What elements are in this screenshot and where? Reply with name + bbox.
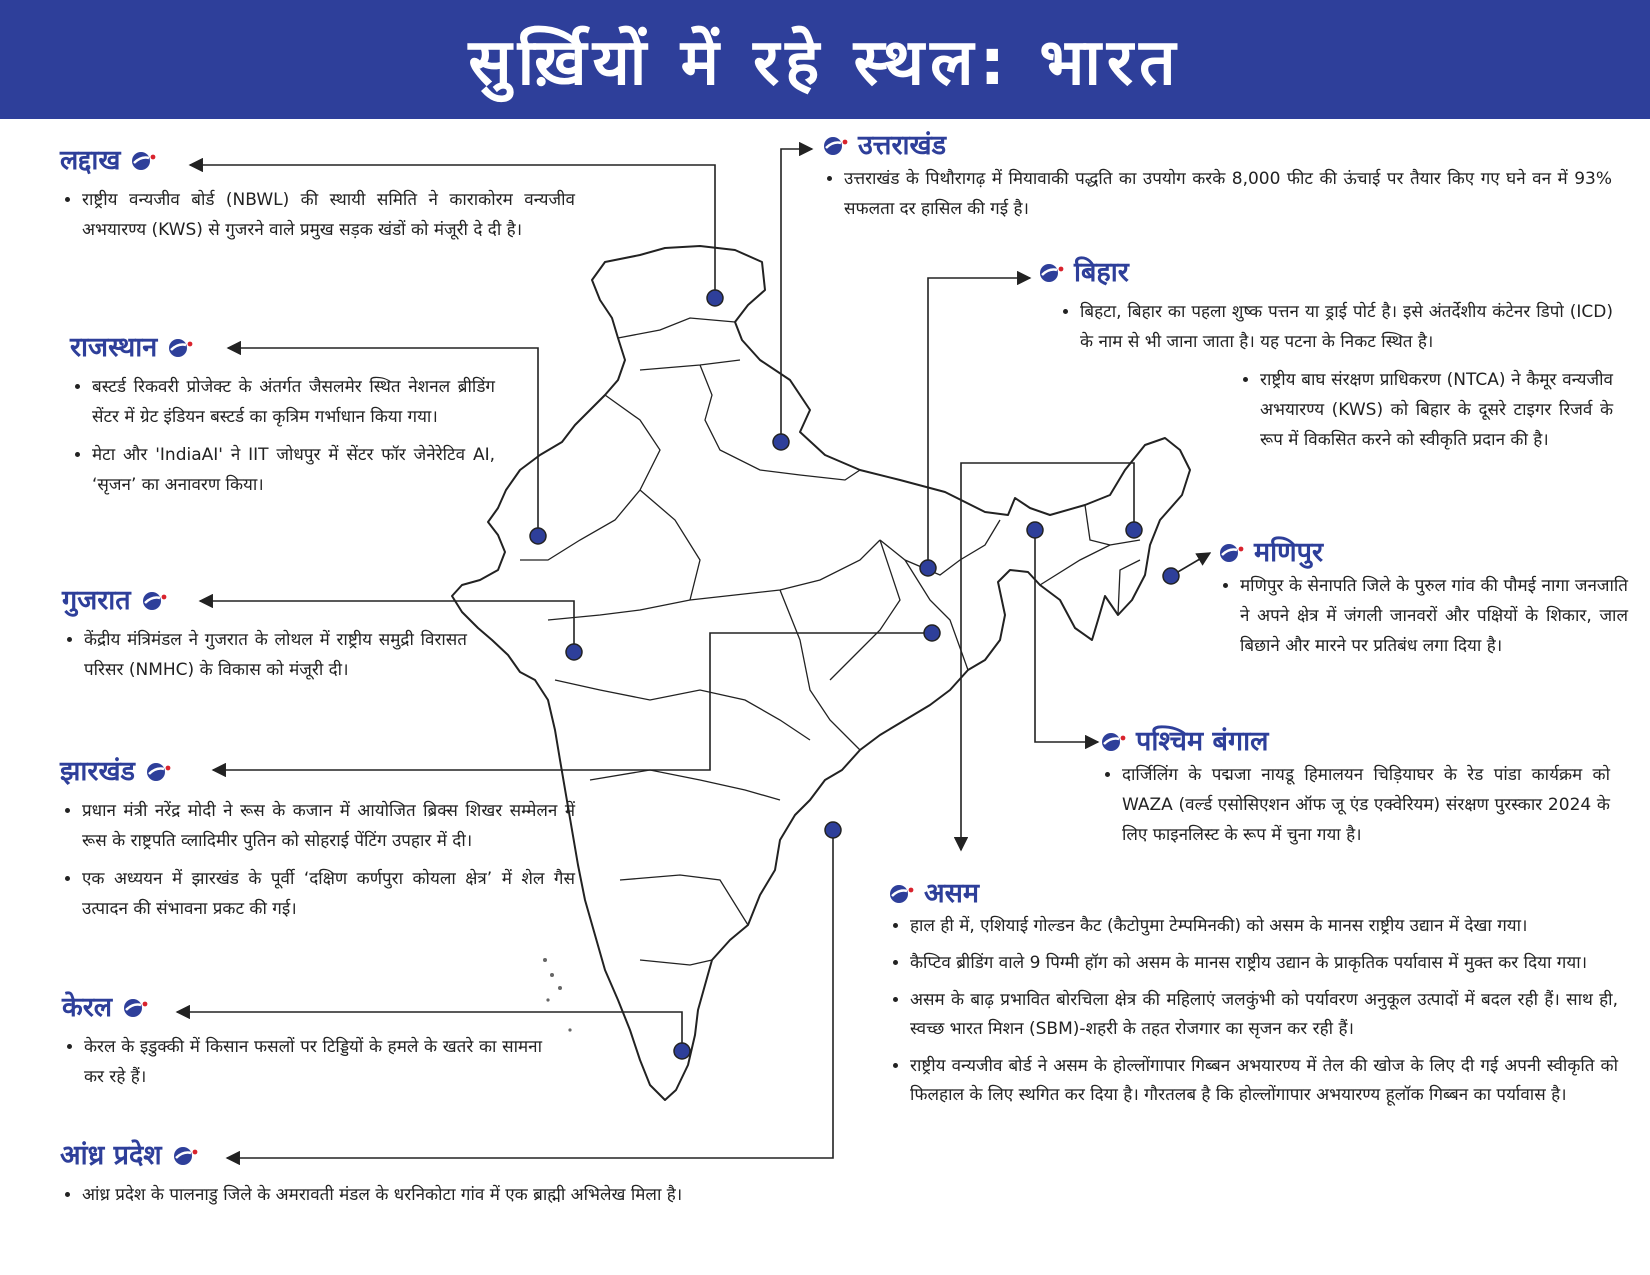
manipur-name: मणिपुर [1254,537,1324,568]
kerala-list [62,1032,542,1092]
ladakh-list [60,185,575,245]
jharkhand-item-1: • प्रधान मंत्री नरेंद्र मोदी ने रूस के कजान में आयोजित ब्रिक्स शिखर सम्मेलन में रूस के राष्ट्रपति व्लादिमीर पुतिन को सोहराई पेंटिंग उपहार में दी। [82,796,575,856]
manipur-title [1218,535,1628,571]
assam-list [888,912,1618,1110]
kerala-name: केरल [62,992,113,1023]
gujarat-title [62,583,467,619]
bihar-name: बिहार [1074,257,1129,288]
uttarakhand-list [822,164,1612,224]
rajasthan-list [70,372,495,500]
drishti-logo-icon [822,135,848,157]
marker-ladakh[interactable] [707,290,723,306]
jharkhand-title [60,754,575,790]
marker-gujarat[interactable] [566,644,582,660]
assam-item-2: • कैप्टिव ब्रीडिंग वाले 9 पिग्मी हॉग को असम के मानस राष्ट्रीय उद्यान के प्राकृतिक पर्यावास में मुक्त कर दिया गया। [910,949,1618,978]
andhra-block [60,1138,710,1218]
marker-manipur[interactable] [1163,568,1179,584]
drishti-logo-icon [1218,542,1244,564]
marker-kerala[interactable] [674,1043,690,1059]
andhra-item-1: • आंध्र प्रदेश के पालनाडु जिले के अमरावती मंडल के धरनिकोटा गांव में एक ब्राह्मी अभिलेख मिला है। [82,1180,710,1210]
andhra-list [60,1180,710,1210]
westbengal-title [1100,724,1610,760]
jharkhand-block [60,754,575,932]
bihar-title [1038,255,1613,291]
assam-item-3: • असम के बाढ़ प्रभावित बोरचिला क्षेत्र की महिलाएं जलकुंभी को पर्यावरण अनुकूल उत्पादों में बदल रही हैं। साथ ही, स्वच्छ भारत मिशन (SBM)-शहरी के तहत रोजगार का सृजन कर रही हैं। [910,986,1618,1044]
jharkhand-item-2: • एक अध्ययन में झारखंड के पूर्वी ‘दक्षिण कर्णपुरा कोयला क्षेत्र’ में शेल गैस उत्पादन की संभावना प्रकट की गई। [82,864,575,924]
gujarat-item-1: • केंद्रीय मंत्रिमंडल ने गुजरात के लोथल में राष्ट्रीय समुद्री विरासत परिसर (NMHC) के विकास को मंजूरी दी। [84,625,467,685]
uttarakhand-item-1: • उत्तराखंड के पिथौरागढ़ में मियावाकी पद्धति का उपयोग करके 8,000 फीट की ऊंचाई पर तैयार किए गए घने वन में 93% सफलता दर हासिल की गई है। [844,164,1612,224]
gujarat-name: गुजरात [62,585,131,616]
kerala-title [62,990,542,1026]
manipur-list [1218,571,1628,661]
ladakh-item-1: • राष्ट्रीय वन्यजीव बोर्ड (NBWL) की स्थायी समिति ने काराकोरम वन्यजीव अभयारण्य (KWS) से गुजरने वाले प्रमुख सड़क खंडों को मंजूरी दे दी है। [82,185,575,245]
marker-assam[interactable] [1126,522,1142,538]
gujarat-block [62,583,467,693]
rajasthan-item-2: • मेटा और 'IndiaAI' ने IIT जोधपुर में सेंटर फॉर जेनेरेटिव AI, ‘सृजन’ का अनावरण किया। [92,440,495,500]
drishti-logo-icon [1100,731,1126,753]
drishti-logo-icon [1038,262,1064,284]
bihar-item-1: • बिहटा, बिहार का पहला शुष्क पत्तन या ड्राई पोर्ट है। इसे अंतर्देशीय कंटेनर डिपो (ICD) के नाम से भी जाना जाता है। यह पटना के निकट स्थित है। [1080,297,1613,357]
marker-westbengal[interactable] [1027,522,1043,538]
assam-title [888,876,1618,912]
rajasthan-name: राजस्थान [70,332,158,363]
rajasthan-item-1: • बस्टर्ड रिकवरी प्रोजेक्ट के अंतर्गत जैसलमेर स्थित नेशनल ब्रीडिंग सेंटर में ग्रेट इंडियन बस्टर्ड का कृत्रिम गर्भाधान किया गया। [92,372,495,432]
assam-item-4: • राष्ट्रीय वन्यजीव बोर्ड ने असम के होल्लोंगापार गिब्बन अभयारण्य में तेल की खोज के लिए दी गई अपनी स्वीकृति को फिलहाल के लिए स्थगित कर दिया है। गौरतलब है कि होल्लोंगापार अभयारण्य हूलॉक गिब्बन का पर्यावास है। [910,1052,1618,1110]
jharkhand-list [60,796,575,924]
drishti-logo-icon [172,1145,198,1167]
marker-andhra[interactable] [825,822,841,838]
andhra-title [60,1138,710,1174]
uttarakhand-name: उत्तराखंड [858,130,947,161]
marker-rajasthan[interactable] [530,528,546,544]
ladakh-name: लद्दाख [60,145,121,176]
rajasthan-title [70,330,495,366]
marker-uttarakhand[interactable] [773,434,789,450]
manipur-block [1218,535,1628,669]
assam-name: असम [924,878,980,909]
rajasthan-block [70,330,495,508]
assam-item-1: • हाल ही में, एशियाई गोल्डन कैट (कैटोपुमा टेम्पमिनकी) को असम के मानस राष्ट्रीय उद्यान में देखा गया। [910,912,1618,941]
andhra-name: आंध्र प्रदेश [60,1140,162,1171]
bihar-item-2: • राष्ट्रीय बाघ संरक्षण प्राधिकरण (NTCA) ने कैमूर वन्यजीव अभयारण्य (KWS) को बिहार के दूसरे टाइगर रिजर्व के रूप में विकसित करने को स्वीकृति प्रदान की है। [1260,365,1613,455]
uttarakhand-block [822,128,1612,232]
lakshadweep-islands [543,958,572,1032]
drishti-logo-icon [130,150,156,172]
drishti-logo-icon [145,761,171,783]
drishti-logo-icon [888,883,914,905]
uttarakhand-title [822,128,1612,164]
bihar-block [1038,255,1613,463]
drishti-logo-icon [122,997,148,1019]
manipur-item-1: • मणिपुर के सेनापति जिले के पुरुल गांव की पौमई नागा जनजाति ने अपने क्षेत्र में जंगली जानवरों और पक्षियों के शिकार, जाल बिछाने और मारने पर प्रतिबंध लगा दिया है। [1240,571,1628,661]
bihar-list [1038,297,1613,455]
ladakh-block [60,143,575,253]
jharkhand-name: झारखंड [60,756,135,787]
drishti-logo-icon [141,590,167,612]
marker-jharkhand[interactable] [924,625,940,641]
ladakh-title [60,143,575,179]
gujarat-list [62,625,467,685]
marker-bihar[interactable] [920,560,936,576]
page-title: सुर्ख़ियों में रहे स्थल: भारत [468,26,1182,100]
drishti-logo-icon [167,337,193,359]
westbengal-block [1100,724,1610,858]
kerala-block [62,990,542,1100]
assam-block [888,876,1618,1118]
westbengal-name: पश्चिम बंगाल [1136,726,1269,757]
westbengal-list [1100,760,1610,850]
kerala-item-1: • केरल के इडुक्की में किसान फसलों पर टिड्डियों के हमले के खतरे का सामना कर रहे हैं। [84,1032,542,1092]
westbengal-item-1: • दार्जिलिंग के पद्मजा नायडू हिमालयन चिड़ियाघर के रेड पांडा कार्यक्रम को WAZA (वर्ल्ड एसोसिएशन ऑफ जू एंड एक्वेरियम) संरक्षण पुरस्कार 2024 के लिए फाइनलिस्ट के रूप में चुना गया है। [1122,760,1610,850]
